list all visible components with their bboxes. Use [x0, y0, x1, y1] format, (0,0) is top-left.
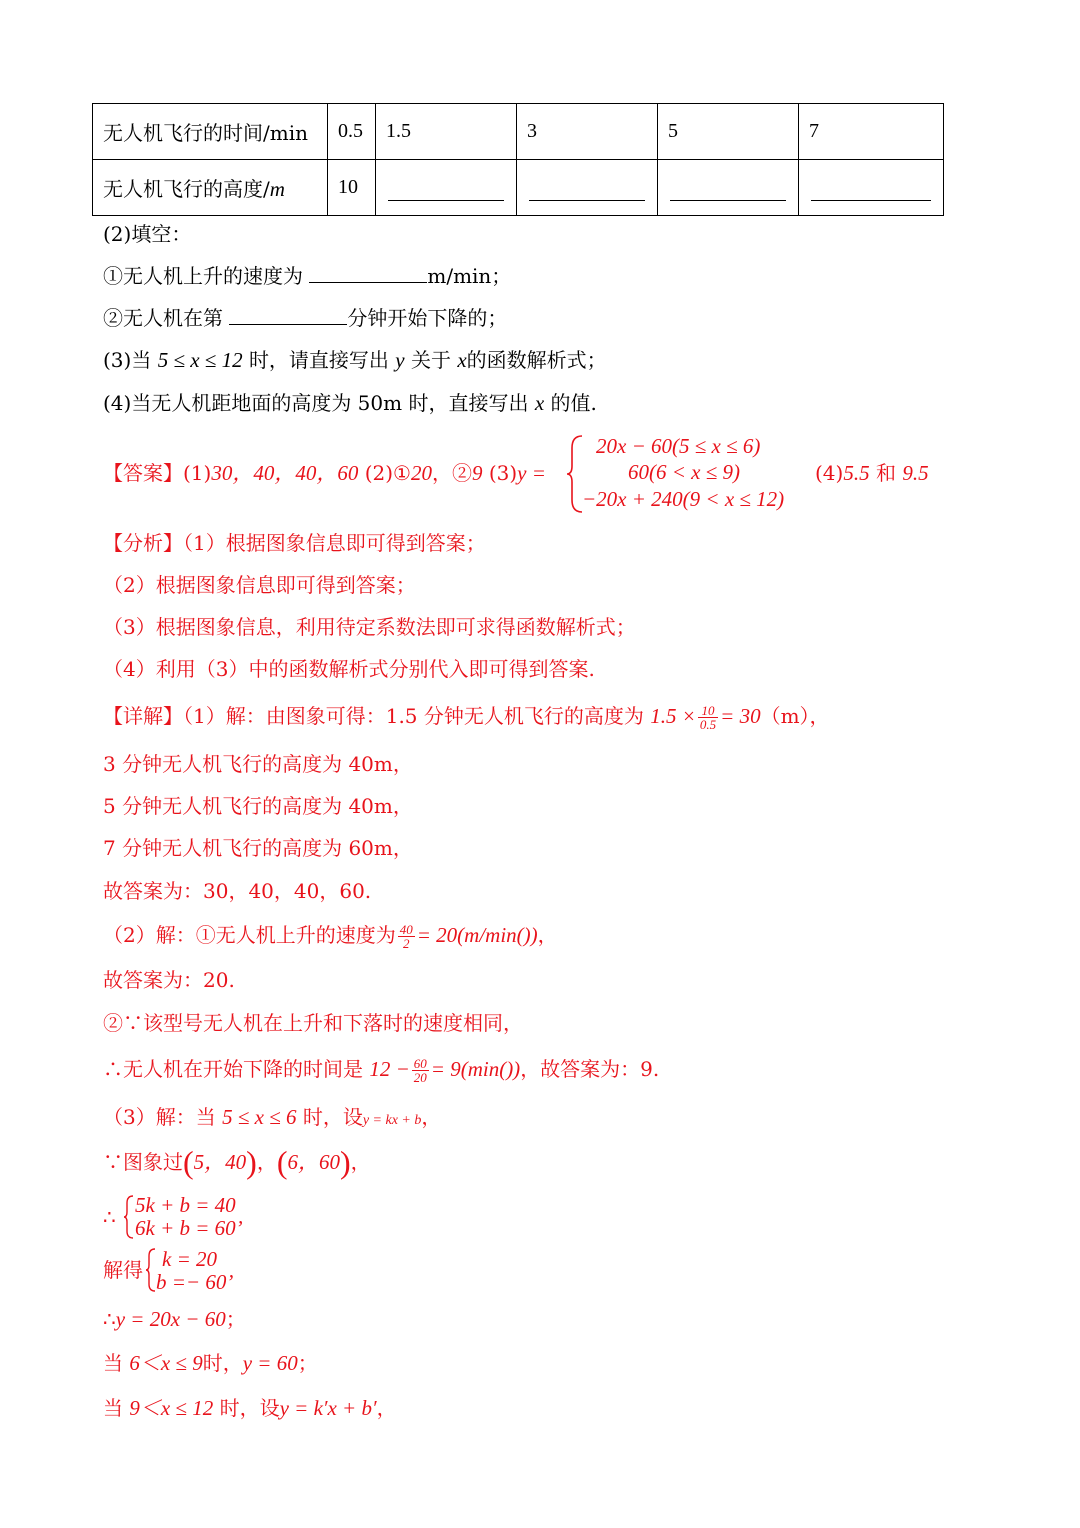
analysis-label: 【分析】: [103, 531, 183, 555]
answer-blank: [309, 264, 427, 283]
analysis-text: （1）根据图象信息即可得到答案；: [183, 531, 486, 555]
math-expr: 9＜x ≤ 12: [129, 1396, 214, 1420]
detail-line: 故答案为：20.: [103, 968, 235, 992]
answer-p3: (3): [488, 461, 518, 485]
q3-range: 5 ≤ x ≤ 12: [157, 348, 243, 372]
table-row: [93, 104, 944, 160]
system-equation-text: 6k + b = 60: [135, 1216, 236, 1240]
math-expr: 6＜x ≤ 9: [129, 1351, 203, 1375]
blank-cell: [517, 160, 658, 216]
q3-mid2: 关于: [410, 348, 451, 372]
detail-text: ，故答案为：9.: [520, 1057, 660, 1081]
punct: ，: [256, 1150, 277, 1174]
fraction: [412, 1057, 429, 1084]
detail-line: [103, 1351, 318, 1375]
therefore-symbol: ∴: [103, 1205, 116, 1229]
answer-p4-b: 9.5: [902, 461, 929, 485]
math-expr: 1.5 ×: [650, 704, 696, 728]
q2-b-text: ②无人机在第: [103, 306, 223, 330]
answer-p4-a: 5.5: [843, 461, 870, 485]
detail-text: ∵图象过: [103, 1150, 183, 1174]
answer-blank: [811, 174, 931, 201]
q3-pre: (3)当: [103, 348, 152, 372]
table-cell: 1.5: [376, 104, 517, 160]
answer-blank: [670, 174, 786, 201]
q2-title: (2)填空：: [103, 222, 192, 246]
analysis-line: （3）根据图象信息，利用待定系数法即可求得函数解析式；: [103, 615, 636, 639]
answer-p3-y: y =: [517, 461, 546, 485]
punct: ，: [537, 923, 558, 947]
answer-p2-sep: ，②: [431, 461, 472, 485]
math-expr: y = k′x + b′: [279, 1396, 377, 1420]
blank-cell: [799, 160, 944, 216]
q2-a-text: ①无人机上升的速度为: [103, 264, 303, 288]
detail-line: [103, 1396, 397, 1420]
answer-p2-b: 9: [471, 461, 483, 485]
math-expr: 12 −: [369, 1057, 410, 1081]
table-cell: 3: [517, 104, 658, 160]
detail-label: 【详解】: [103, 704, 183, 728]
point-coords: 5，40: [193, 1150, 247, 1174]
detail-line: [103, 1307, 246, 1331]
math-expr: = 9(min()): [430, 1057, 521, 1081]
system-equation: 6k + b = 60’: [135, 1216, 243, 1240]
answer-p4: [815, 461, 929, 485]
answer-blank: [529, 174, 645, 201]
punct: ；: [297, 1351, 318, 1375]
analysis-line: （2）根据图象信息即可得到答案；: [103, 573, 416, 597]
detail-line: [103, 1144, 371, 1180]
piecewise-case: 60(6 < x ≤ 9): [628, 460, 741, 484]
blank-cell: [376, 160, 517, 216]
answer-p4-and: 和: [875, 461, 896, 485]
piecewise-case: −20x + 240(9 < x ≤ 12): [582, 487, 785, 511]
numerator: 60: [413, 1056, 427, 1071]
math-expr: y = kx + b: [362, 1113, 422, 1128]
q2-part-b: [103, 306, 507, 330]
math-expr: y = 20x − 60: [115, 1307, 226, 1331]
detail-line: 5 分钟无人机飞行的高度为 40m，: [103, 794, 413, 818]
therefore-symbol: ∴: [103, 1307, 116, 1331]
table-row: [93, 160, 944, 216]
denominator: 2: [402, 936, 410, 951]
numerator: 10: [698, 704, 718, 718]
table-cell: 10: [328, 160, 376, 216]
math-expr: y = 60: [242, 1351, 298, 1375]
blank-cell: [658, 160, 799, 216]
detail-text: ∴无人机在开始下降的时间是: [103, 1057, 363, 1081]
answer-blank: [229, 306, 347, 325]
punct: ；: [225, 1307, 246, 1331]
numerator: 40: [399, 922, 413, 937]
point: (6，60): [276, 1144, 351, 1180]
answer-p2: (2)①: [364, 461, 411, 485]
system-brace: [123, 1195, 135, 1239]
answer-p4-label: (4): [815, 461, 844, 485]
detail-line: 3 分钟无人机飞行的高度为 40m，: [103, 752, 413, 776]
fraction: [698, 704, 718, 731]
q4: [103, 391, 597, 415]
analysis-line: [103, 531, 486, 555]
point: (5，40): [183, 1144, 257, 1180]
punct: ，: [421, 1105, 442, 1129]
detail-text: （3）解：当: [103, 1105, 216, 1129]
answer-label: 【答案】: [103, 461, 183, 485]
answer-blank: [388, 174, 504, 201]
detail-text: （2）解：①无人机上升的速度为: [103, 923, 396, 947]
punct: ，: [350, 1150, 371, 1174]
q4-pre: (4)当无人机距地面的高度为 50m 时，直接写出: [103, 391, 529, 415]
unit: （m），: [760, 704, 830, 728]
q2-part-a: [103, 264, 511, 288]
punct: ，: [376, 1396, 397, 1420]
detail-text: 时，设: [219, 1396, 280, 1420]
solve-label: 解得: [103, 1258, 143, 1282]
math-expr: = 30: [720, 704, 761, 728]
q4-post: 的值.: [550, 391, 597, 415]
detail-line: [103, 1105, 441, 1133]
table-cell: 无人机飞行的时间/min: [93, 104, 328, 160]
table-cell: [93, 160, 328, 216]
denominator: 0.5: [699, 717, 717, 732]
q3-post: 的函数解析式；: [466, 348, 607, 372]
answer-line: [103, 461, 546, 485]
detail-line: 故答案为：30，40，40，60.: [103, 879, 372, 903]
detail-text: 时，设: [302, 1105, 363, 1129]
math-expr: 5 ≤ x ≤ 6: [222, 1105, 297, 1129]
q3-y: y: [395, 348, 405, 372]
answer-p1: (1): [183, 461, 212, 485]
system-equation: k = 20: [162, 1247, 217, 1271]
system-equation: b =− 60’: [156, 1270, 234, 1294]
q2-b-post: 分钟开始下降的；: [347, 306, 508, 330]
table-cell: 5: [658, 104, 799, 160]
q4-x: x: [534, 391, 545, 415]
table-cell: 7: [799, 104, 944, 160]
analysis-line: （4）利用（3）中的函数解析式分别代入即可得到答案.: [103, 657, 595, 681]
q3: [103, 348, 607, 372]
q3-mid: 时，请直接写出: [248, 348, 389, 372]
detail-text: （1）解：由图象可得：1.5 分钟无人机飞行的高度为: [183, 704, 644, 728]
detail-text: 当: [103, 1396, 123, 1420]
point-coords: 6，60: [287, 1150, 340, 1174]
detail-line: [103, 923, 558, 950]
q3-x: x: [457, 348, 467, 372]
denominator: 20: [413, 1070, 427, 1085]
unit-var: m: [269, 177, 285, 201]
detail-text: 时，: [202, 1351, 243, 1375]
fraction: [398, 923, 415, 950]
table-cell: 0.5: [328, 104, 376, 160]
detail-line: ②∵该型号无人机在上升和下落时的速度相同，: [103, 1011, 523, 1035]
math-expr: = 20(m/min()): [416, 923, 538, 947]
answer-p1-values: 30，40，40，60: [211, 461, 359, 485]
data-table: [92, 103, 944, 216]
detail-text: 当: [103, 1351, 123, 1375]
answer-p2-a: 20: [410, 461, 432, 485]
detail-line: 7 分钟无人机飞行的高度为 60m，: [103, 836, 413, 860]
detail-line: [103, 704, 830, 731]
row-label: 无人机飞行的高度/: [103, 177, 270, 201]
piecewise-case: 20x − 60(5 ≤ x ≤ 6): [596, 434, 761, 458]
detail-line: [103, 1057, 659, 1084]
system-equation-text: b =− 60: [156, 1270, 227, 1294]
system-equation: 5k + b = 40: [135, 1193, 236, 1217]
q2-a-unit: m/min；: [427, 264, 512, 288]
